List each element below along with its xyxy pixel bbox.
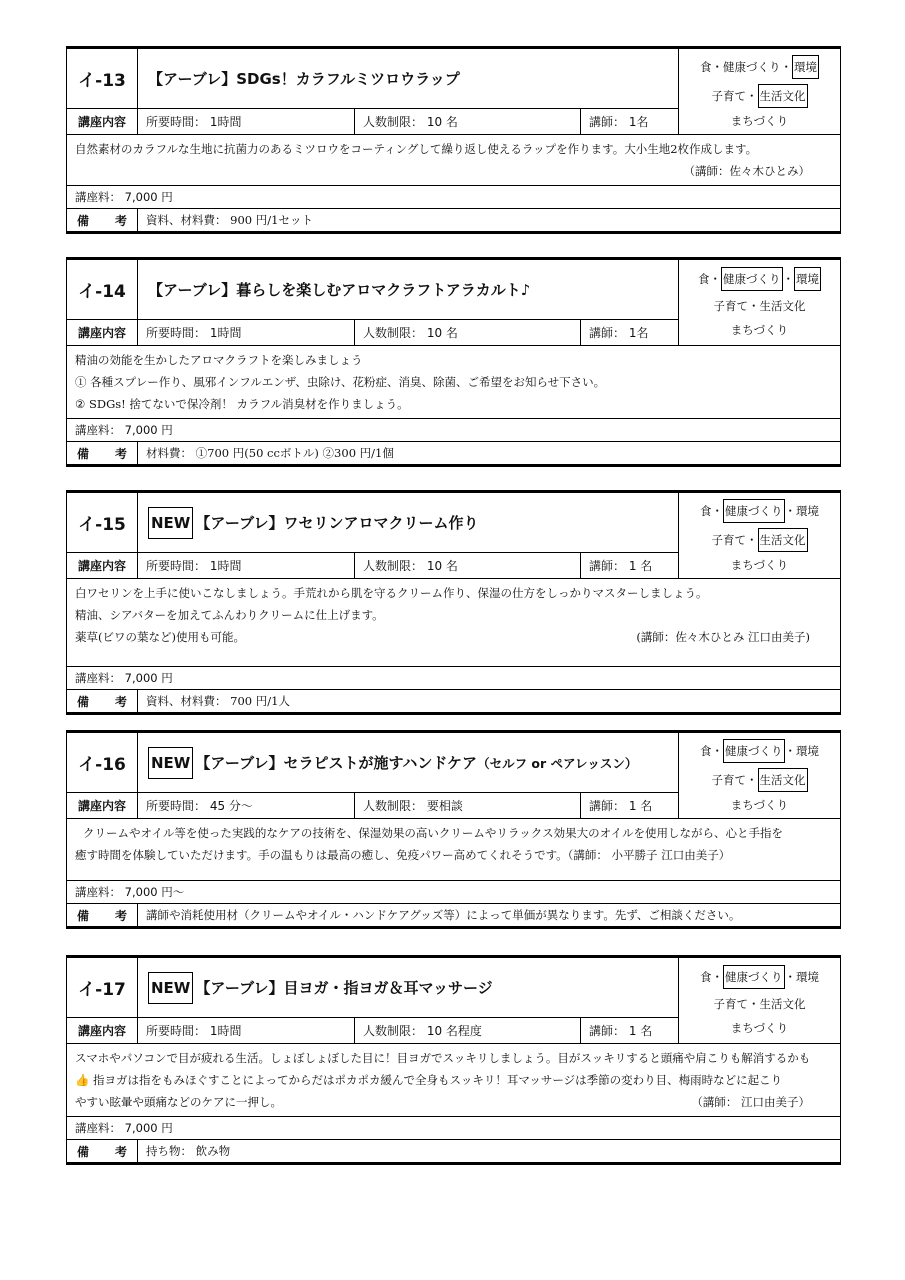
fee-row [67, 419, 840, 442]
new-badge: NEW [148, 747, 193, 779]
category-separator: ・ [711, 503, 723, 518]
description-text: 薬草(ビワの葉など)使用も可能。 [75, 630, 245, 644]
capacity: 人数制限： 10 名程度 [355, 1018, 581, 1043]
category-childcare: 子育て [711, 532, 746, 547]
note-label [67, 690, 138, 712]
fee-row [67, 186, 840, 209]
note-row [67, 690, 840, 712]
category-box [679, 493, 840, 578]
category-food: 食 [700, 59, 712, 74]
category-separator: ・ [711, 969, 723, 984]
fee-value: 7,000 円 [124, 423, 173, 437]
category-food: 食 [700, 969, 712, 984]
category-separator: ・ [711, 743, 723, 758]
instructor-count: 講師： 1名 [589, 115, 649, 129]
course-description [67, 346, 840, 419]
note-label-part: 考 [114, 446, 127, 461]
category-environment-selected: 環境 [792, 55, 819, 79]
instructor-count: 講師： 1 名 [589, 799, 653, 813]
new-badge: NEW [148, 507, 193, 539]
category-separator: ・ [709, 271, 721, 286]
description-text: やすい眩暈や頭痛などのケアに一押し。 [75, 1095, 282, 1109]
course-id: イ-16 [67, 733, 138, 792]
fee-label: 講座料： [75, 190, 121, 204]
course-title-subtext: （セルフ or ペアレッスン） [477, 755, 638, 771]
category-health-selected: 健康づくり [723, 499, 785, 523]
course-title-text: 【アーブレ】ワセリンアロマクリーム作り [195, 514, 479, 532]
capacity: 人数制限： 10 名 [355, 553, 581, 578]
category-community: まちづくり [730, 557, 789, 572]
course-title-text: 【アーブレ】目ヨガ・指ヨガ＆耳マッサージ [195, 979, 493, 997]
fee-label: 講座料： [75, 1121, 121, 1135]
course-content-label: 講座内容 [67, 320, 138, 345]
duration: 所要時間： 1時間 [138, 109, 355, 134]
fee-value: 7,000 円 [124, 1121, 173, 1135]
description-line: ① 各種スプレー作り、風邪インフルエンザ、虫除け、花粉症、消臭、除菌、ご希望をお知らせ下さい。 [75, 375, 606, 389]
note-value: 資料、材料費： 900 円/1セット [146, 213, 313, 227]
category-separator: ・ [784, 969, 796, 984]
category-environment-selected: 環境 [794, 267, 821, 291]
course-description [67, 579, 840, 667]
course-card-i14 [66, 257, 841, 467]
new-badge: NEW [148, 972, 193, 1004]
course-card-i17 [66, 955, 841, 1165]
category-environment: 環境 [796, 743, 819, 758]
instructor-credit: (講師：佐々木ひとみ 江口由美子) [636, 630, 810, 644]
fee-value: 7,000 円～ [124, 885, 185, 899]
note-label-part: 考 [114, 908, 127, 923]
course-description [67, 135, 840, 186]
note-label [67, 1140, 138, 1162]
note-row [67, 904, 840, 926]
description-line: ② SDGs! 捨てないで保冷剤！ カラフル消臭材を作りましょう。 [75, 397, 409, 411]
fee-value: 7,000 円 [124, 671, 173, 685]
note-row [67, 1140, 840, 1162]
fee-row [67, 667, 840, 690]
duration: 所要時間： 45 分～ [138, 793, 355, 818]
course-id: イ-17 [67, 958, 138, 1017]
note-label-part: 備 [77, 908, 90, 923]
course-title: 【アーブレ】SDGs！カラフルミツロウラップ [148, 70, 460, 88]
capacity: 人数制限： 10 名 [355, 109, 581, 134]
course-card-i13 [66, 46, 841, 234]
category-separator: ・ [784, 743, 796, 758]
instructor-count: 講師： 1 名 [589, 1024, 653, 1038]
category-community: まちづくり [730, 1021, 789, 1036]
category-health-selected: 健康づくり [721, 267, 783, 291]
category-food: 食 [700, 743, 712, 758]
category-separator: ・ [746, 88, 758, 103]
note-label [67, 442, 138, 464]
note-label-part: 備 [77, 213, 90, 228]
category-culture: 生活文化 [759, 299, 806, 314]
category-separator: ・ [746, 532, 758, 547]
course-id: イ-13 [67, 49, 138, 108]
description-line: スマホやパソコンで目が疲れる生活。しょぼしょぼした目に！目ヨガでスッキリしましょう。目がスッキリすると頭痛や肩こりも解消するかも [75, 1051, 811, 1065]
description-line [75, 626, 832, 648]
category-childcare: 子育て [713, 997, 748, 1012]
category-community: まちづくり [730, 797, 789, 812]
category-childcare: 子育て [711, 88, 746, 103]
description-line: クリームやオイル等を使った実践的なケアの技術を、保湿効果の高いクリームやリラックス効果大のオイルを使用しながら、心と手指を [83, 826, 783, 840]
course-description [67, 1044, 840, 1117]
fee-label: 講座料： [75, 671, 121, 685]
category-health-selected: 健康づくり [723, 965, 785, 989]
category-community: まちづくり [730, 323, 789, 338]
note-label-part: 備 [77, 694, 90, 709]
duration: 所要時間： 1時間 [138, 1018, 355, 1043]
course-title [138, 958, 678, 1017]
note-row [67, 442, 840, 464]
course-card-i15 [66, 490, 841, 715]
note-label-part: 考 [114, 694, 127, 709]
course-content-label: 講座内容 [67, 793, 138, 818]
category-culture-selected: 生活文化 [758, 84, 808, 108]
category-separator: ・ [782, 271, 794, 286]
category-environment: 環境 [796, 969, 819, 984]
category-environment: 環境 [796, 503, 819, 518]
course-title [138, 733, 678, 792]
category-box [679, 958, 840, 1043]
category-box [679, 260, 840, 345]
fee-value: 7,000 円 [124, 190, 173, 204]
category-childcare: 子育て [711, 772, 746, 787]
description-line: 精油、シアバターを加えてふんわりクリームに仕上げます。 [75, 608, 384, 622]
category-culture: 生活文化 [759, 997, 806, 1012]
course-title [138, 493, 678, 552]
note-label [67, 904, 138, 926]
description-line: 👍 指ヨガは指をもみほぐすことによってからだはポカポカ緩んで全身もスッキリ！耳マッサージは季節の変わり目、梅雨時などに起こり [75, 1073, 783, 1087]
instructor-credit: （講師：佐々木ひとみ） [683, 164, 810, 178]
note-label-part: 備 [77, 1144, 90, 1159]
instructor-count: 講師： 1名 [589, 326, 649, 340]
note-value: 講師や消耗使用材（クリームやオイル・ハンドケアグッズ等）によって単価が異なります。先ず、ご相談ください。 [146, 908, 741, 922]
duration: 所要時間： 1時間 [138, 553, 355, 578]
category-health-selected: 健康づくり [723, 739, 785, 763]
fee-row [67, 881, 840, 904]
instructor-credit: （講師： 江口由美子） [691, 1095, 810, 1109]
instructor-count: 講師： 1 名 [589, 559, 653, 573]
duration: 所要時間： 1時間 [138, 320, 355, 345]
course-id: イ-14 [67, 260, 138, 319]
fee-label: 講座料： [75, 423, 121, 437]
course-card-i16 [66, 730, 841, 929]
category-separator: ・ [748, 299, 760, 314]
category-separator: ・ [780, 59, 792, 74]
note-label-part: 備 [77, 446, 90, 461]
description-line: 精油の効能を生かしたアロマクラフトを楽しみましょう [75, 353, 363, 367]
category-separator: ・ [746, 772, 758, 787]
category-culture-selected: 生活文化 [758, 528, 808, 552]
category-separator: ・ [784, 503, 796, 518]
category-childcare: 子育て [713, 299, 748, 314]
note-label-part: 考 [114, 213, 127, 228]
course-description [67, 819, 840, 881]
note-label-part: 考 [114, 1144, 127, 1159]
note-value: 資料、材料費： 700 円/1人 [146, 694, 290, 708]
category-box [679, 733, 840, 818]
description-line: 白ワセリンを上手に使いこなしましょう。手荒れから肌を守るクリーム作り、保湿の仕方をしっかりマスターしましょう。 [75, 586, 708, 600]
fee-row [67, 1117, 840, 1140]
course-content-label: 講座内容 [67, 1018, 138, 1043]
course-id: イ-15 [67, 493, 138, 552]
category-community: まちづくり [730, 113, 789, 128]
category-food: 食 [700, 503, 712, 518]
note-row [67, 209, 840, 231]
description-line: 自然素材のカラフルな生地に抗菌力のあるミツロウをコーティングして繰り返し使えるラップを作ります。大小生地2枚作成します。 [75, 142, 758, 156]
capacity: 人数制限： 要相談 [355, 793, 581, 818]
course-title: 【アーブレ】暮らしを楽しむアロマクラフトアラカルト♪ [148, 281, 531, 299]
course-content-label: 講座内容 [67, 109, 138, 134]
note-label [67, 209, 138, 231]
course-title-text: 【アーブレ】セラピストが施すハンドケア [195, 754, 478, 772]
category-health: 健康づくり [723, 59, 781, 74]
description-line [75, 1091, 832, 1113]
category-culture-selected: 生活文化 [758, 768, 808, 792]
category-box [679, 49, 840, 134]
category-separator: ・ [711, 59, 723, 74]
description-line: 癒す時間を体験していただけます。手の温もりは最高の癒し、免疫パワー高めてくれそうです。（講師： 小平勝子 江口由美子） [75, 848, 731, 862]
category-separator: ・ [748, 997, 760, 1012]
note-value: 持ち物： 飲み物 [146, 1144, 231, 1158]
category-food: 食 [698, 271, 710, 286]
capacity: 人数制限： 10 名 [355, 320, 581, 345]
fee-label: 講座料： [75, 885, 121, 899]
note-value: 材料費： ①700 円(50 ccボトル) ②300 円/1個 [146, 446, 394, 460]
course-content-label: 講座内容 [67, 553, 138, 578]
